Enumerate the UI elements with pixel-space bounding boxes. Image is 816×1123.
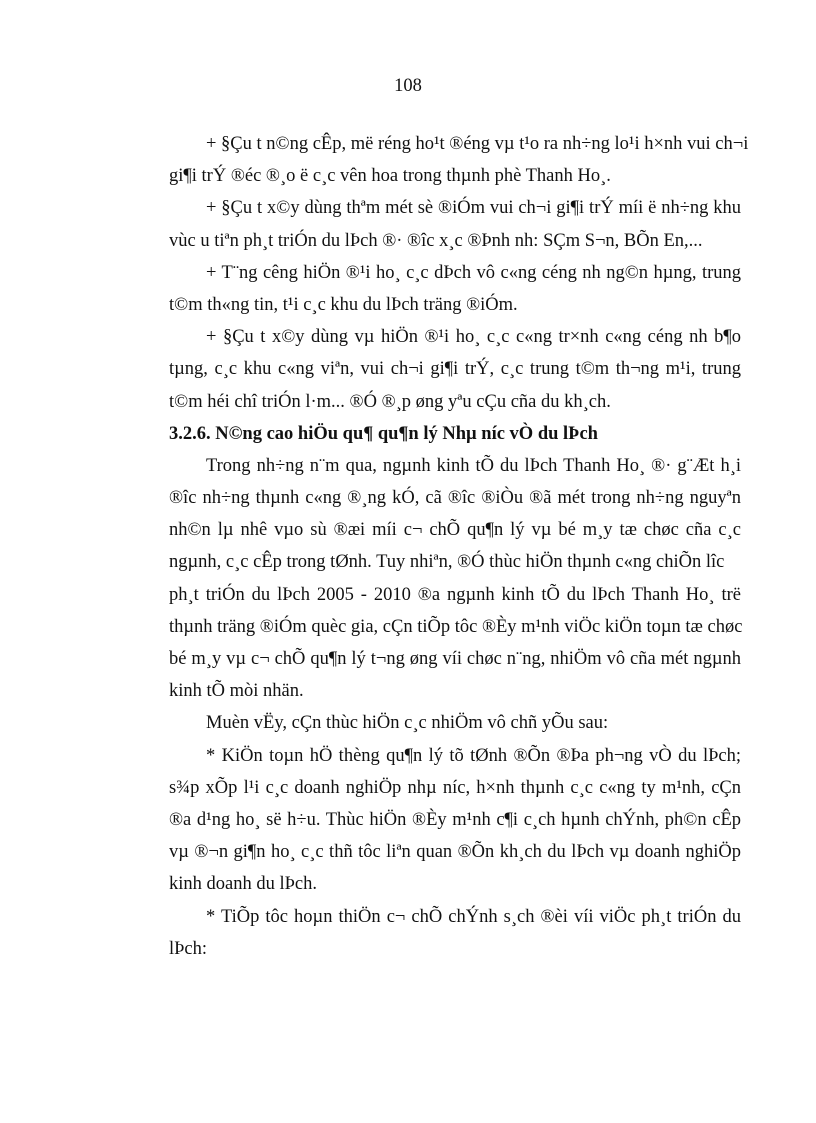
text-line: t©m héi chî triÓn l·m... ®Ó ®¸p øng yªu cÇu cña du kh¸ch. (169, 391, 611, 412)
text-line: Muèn vËy, cÇn thùc hiÖn c¸c nhiÖm vô chñ yÕu sau: (206, 713, 609, 734)
text-line: ph¸t triÓn du lÞch 2005 - 2010 ®a ngµnh kinh tÕ du lÞch Thanh Ho¸ trë (169, 584, 741, 605)
document-body (169, 128, 749, 965)
text-line: * KiÖn toµn hÖ thèng qu¶n lý tõ tØnh ®Õn ®Þa ph¬ng vÒ du lÞch; (206, 745, 741, 766)
text-line: vùc u tiªn ph¸t triÓn du lÞch ®· ®îc x¸c ®Þnh nh: SÇm S¬n, BÕn En,... (169, 230, 703, 251)
page-number: 108 (394, 76, 422, 96)
text-line: + T¨ng cêng hiÖn ®¹i ho¸ c¸c dÞch vô c«ng céng nh ng©n hµng, trung (206, 262, 741, 283)
text-line: + §Çu t n©ng cÊp, më réng ho¹t ®éng vµ t¹o ra nh÷ng lo¹i h×nh vui ch¬i (206, 134, 749, 154)
text-line: kinh tÕ mòi nhän. (169, 681, 304, 702)
text-line: gi¶i trÝ ®éc ®¸o ë c¸c vên hoa trong thµnh phè Thanh Ho¸. (169, 166, 611, 187)
text-line: tµng, c¸c khu c«ng viªn, vui ch¬i gi¶i trÝ, c¸c trung t©m th¬ng m¹i, trung (169, 359, 741, 380)
text-line: kinh doanh du lÞch. (169, 874, 317, 895)
text-line: lÞch: (169, 938, 208, 959)
text-line: ®a d¹ng ho¸ së h÷u. Thùc hiÖn ®Èy m¹nh c¶i c¸ch hµnh chÝnh, ph©n cÊp (169, 809, 741, 830)
text-line: ngµnh, c¸c cÊp trong tØnh. Tuy nhiªn, ®Ó thùc hiÖn thµnh c«ng chiÕn lîc (169, 552, 725, 573)
text-line: ®îc nh÷ng thµnh c«ng ®¸ng kÓ, cã ®îc ®iÒu ®ã mét trong nh÷ng nguyªn (169, 488, 741, 509)
text-line: * TiÕp tôc hoµn thiÖn c¬ chÕ chÝnh s¸ch ®èi víi viÖc ph¸t triÓn du (206, 906, 741, 927)
text-line: nh©n lµ nhê vµo sù ®æi míi c¬ chÕ qu¶n lý vµ bé m¸y tæ chøc cña c¸c (169, 520, 741, 541)
section-heading: 3.2.6. N©ng cao hiÖu qu¶ qu¶n lý Nhµ níc vÒ du lÞch (169, 423, 598, 444)
text-line: Trong nh÷ng n¨m qua, ngµnh kinh tÕ du lÞch Thanh Ho¸ ®· g¨Æt h¸i (206, 455, 741, 476)
text-line: + §Çu t x©y dùng vµ hiÖn ®¹i ho¸ c¸c c«ng tr×nh c«ng céng nh b¶o (206, 327, 741, 348)
text-line: t©m th«ng tin, t¹i c¸c khu du lÞch träng ®iÓm. (169, 294, 518, 315)
text-line: s¾p xÕp l¹i c¸c doanh nghiÖp nhµ níc, h×nh thµnh c¸c c«ng ty m¹nh, cÇn (169, 777, 741, 798)
text-line: bé m¸y vµ c¬ chÕ qu¶n lý t¬ng øng víi chøc n¨ng, nhiÖm vô cña mét ngµnh (169, 649, 741, 669)
text-line: + §Çu t x©y dùng thªm mét sè ®iÓm vui ch¬i gi¶i trÝ míi ë nh÷ng khu (206, 198, 741, 219)
text-line: thµnh träng ®iÓm quèc gia, cÇn tiÕp tôc ®Èy m¹nh viÖc kiÖn toµn tæ chøc (169, 616, 743, 637)
text-line: vµ ®¬n gi¶n ho¸ c¸c thñ tôc liªn quan ®Õn kh¸ch du lÞch vµ doanh nghiÖp (169, 842, 741, 863)
